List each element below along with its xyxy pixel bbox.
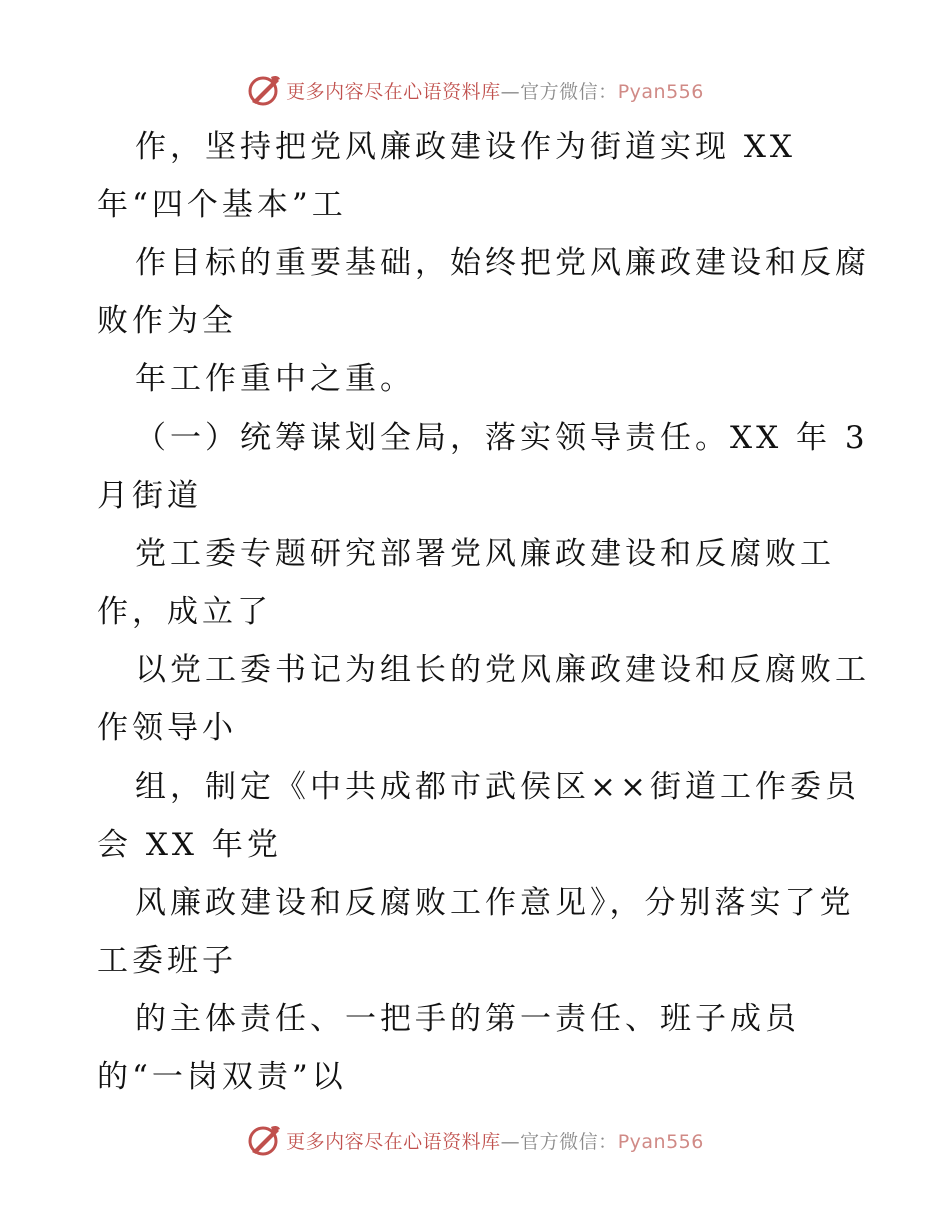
watermark-wechat-id: Pyan556: [617, 1130, 704, 1153]
text-line: 的“一岗双责”以: [97, 1059, 347, 1095]
text-line: 作目标的重要基础，始终把党风廉政建设和反腐: [135, 245, 870, 281]
footer-watermark: [0, 1120, 950, 1160]
watermark-text: [286, 1127, 704, 1154]
text-line: 败作为全: [97, 303, 237, 339]
watermark-wechat-id: Pyan556: [617, 80, 704, 103]
text-line: 以党工委书记为组长的党风廉政建设和反腐败工: [135, 652, 870, 688]
watermark-dash: —: [500, 1130, 521, 1153]
watermark-brand: 更多内容尽在心语资料库: [286, 80, 501, 103]
text-line: 作，成立了: [97, 594, 272, 630]
text-line: 月街道: [97, 478, 202, 514]
quill-logo-icon: [246, 1122, 282, 1158]
watermark-dash: —: [500, 80, 521, 103]
text-line: 年工作重中之重。: [135, 361, 415, 397]
text-line: 作，坚持把党风廉政建设作为街道实现 XX: [135, 129, 796, 165]
watermark-brand: 更多内容尽在心语资料库: [286, 1130, 501, 1153]
text-line: 会 XX 年党: [97, 827, 282, 863]
watermark-official-label: 官方微信：: [520, 1130, 618, 1153]
text-line: 年“四个基本”工: [97, 187, 347, 223]
text-line: 作领导小: [97, 710, 237, 746]
text-line: 风廉政建设和反腐败工作意见》，分别落实了党: [135, 885, 855, 921]
text-line: 工委班子: [97, 943, 237, 979]
text-line: 的主体责任、一把手的第一责任、班子成员: [135, 1001, 800, 1037]
watermark-official-label: 官方微信：: [520, 80, 618, 103]
text-line: 组，制定《中共成都市武侯区××街道工作委员: [135, 769, 860, 805]
text-line: （一）统筹谋划全局，落实领导责任。XX 年 3: [135, 420, 869, 456]
text-line: 党工委专题研究部署党风廉政建设和反腐败工: [135, 536, 835, 572]
